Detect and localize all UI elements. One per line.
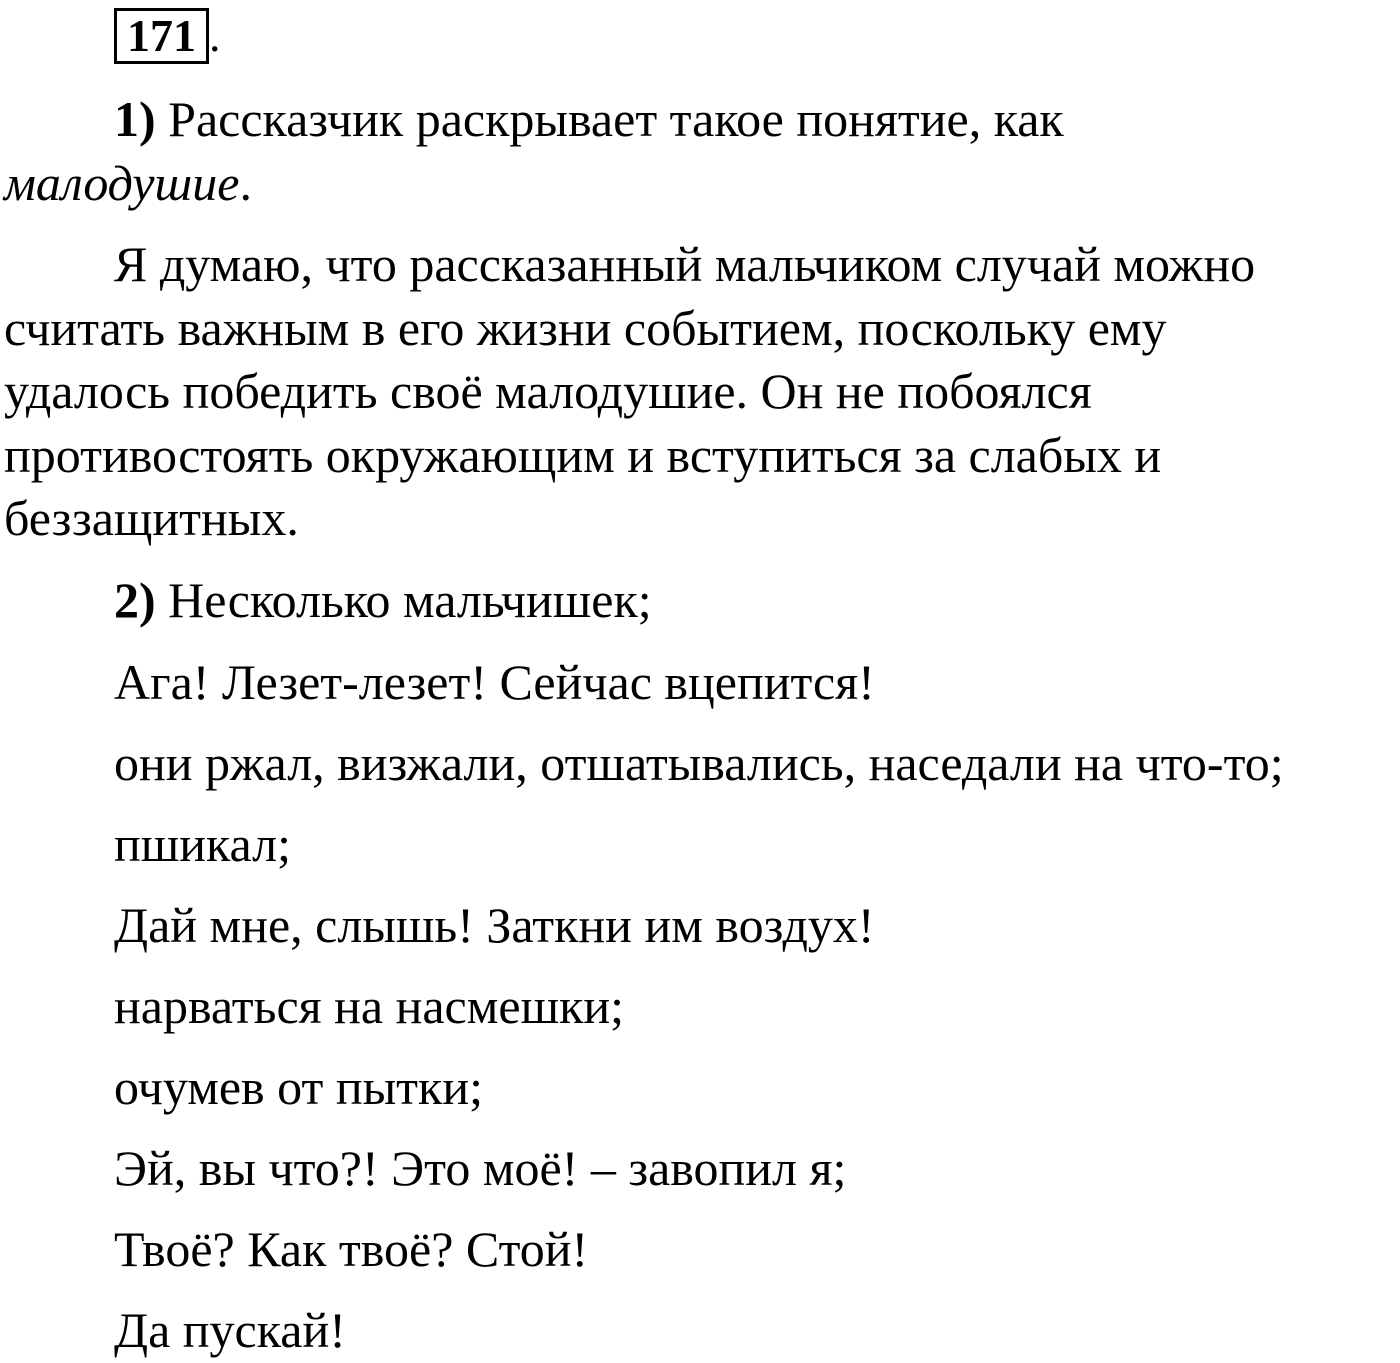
part2-line-9: Да пускай!: [114, 1302, 346, 1358]
part1-line1-text: Рассказчик раскрывает такое понятие, как: [155, 91, 1064, 147]
part2-first-line-text: Несколько мальчишек;: [155, 572, 652, 628]
exercise-number: [114, 8, 221, 64]
exercise-number-box: 171: [114, 8, 209, 64]
part2-line-7: Эй, вы что?! Это моё! – завопил я;: [114, 1140, 847, 1196]
part2-line-8: Твоё? Как твоё? Стой!: [114, 1221, 589, 1277]
exercise-number-suffix: .: [209, 10, 221, 61]
part1-first-line: [114, 90, 1064, 148]
part2-line-2: они ржал, визжали, отшатывались, наседали на что-то;: [114, 735, 1284, 791]
part2-line-5: нарваться на насмешки;: [114, 978, 625, 1034]
part1-term: малодушие: [4, 155, 240, 211]
part2-line-6: очумев от пытки;: [114, 1059, 483, 1115]
part1-paragraph-line-1: Я думаю, что рассказанный мальчиком случай можно: [114, 236, 1256, 292]
part1-marker: 1): [114, 91, 156, 147]
part1-paragraph-line-2: считать важным в его жизни событием, поскольку ему: [4, 300, 1167, 356]
part2-first-line: [114, 571, 652, 629]
part2-line-1: Ага! Лезет-лезет! Сейчас вцепится!: [114, 654, 875, 710]
part2-marker: 2): [114, 572, 156, 628]
part2-line-4: Дай мне, слышь! Заткни им воздух!: [114, 897, 875, 953]
part1-paragraph-line-5: беззащитных.: [4, 490, 299, 546]
part1-paragraph-line-4: противостоять окружающим и вступиться за слабых и: [4, 427, 1162, 483]
part1-paragraph-line-3: удалось победить своё малодушие. Он не побоялся: [4, 363, 1092, 419]
part1-term-line: [4, 154, 252, 212]
part1-term-suffix: .: [239, 155, 252, 211]
part2-line-3: пшикал;: [114, 816, 292, 872]
